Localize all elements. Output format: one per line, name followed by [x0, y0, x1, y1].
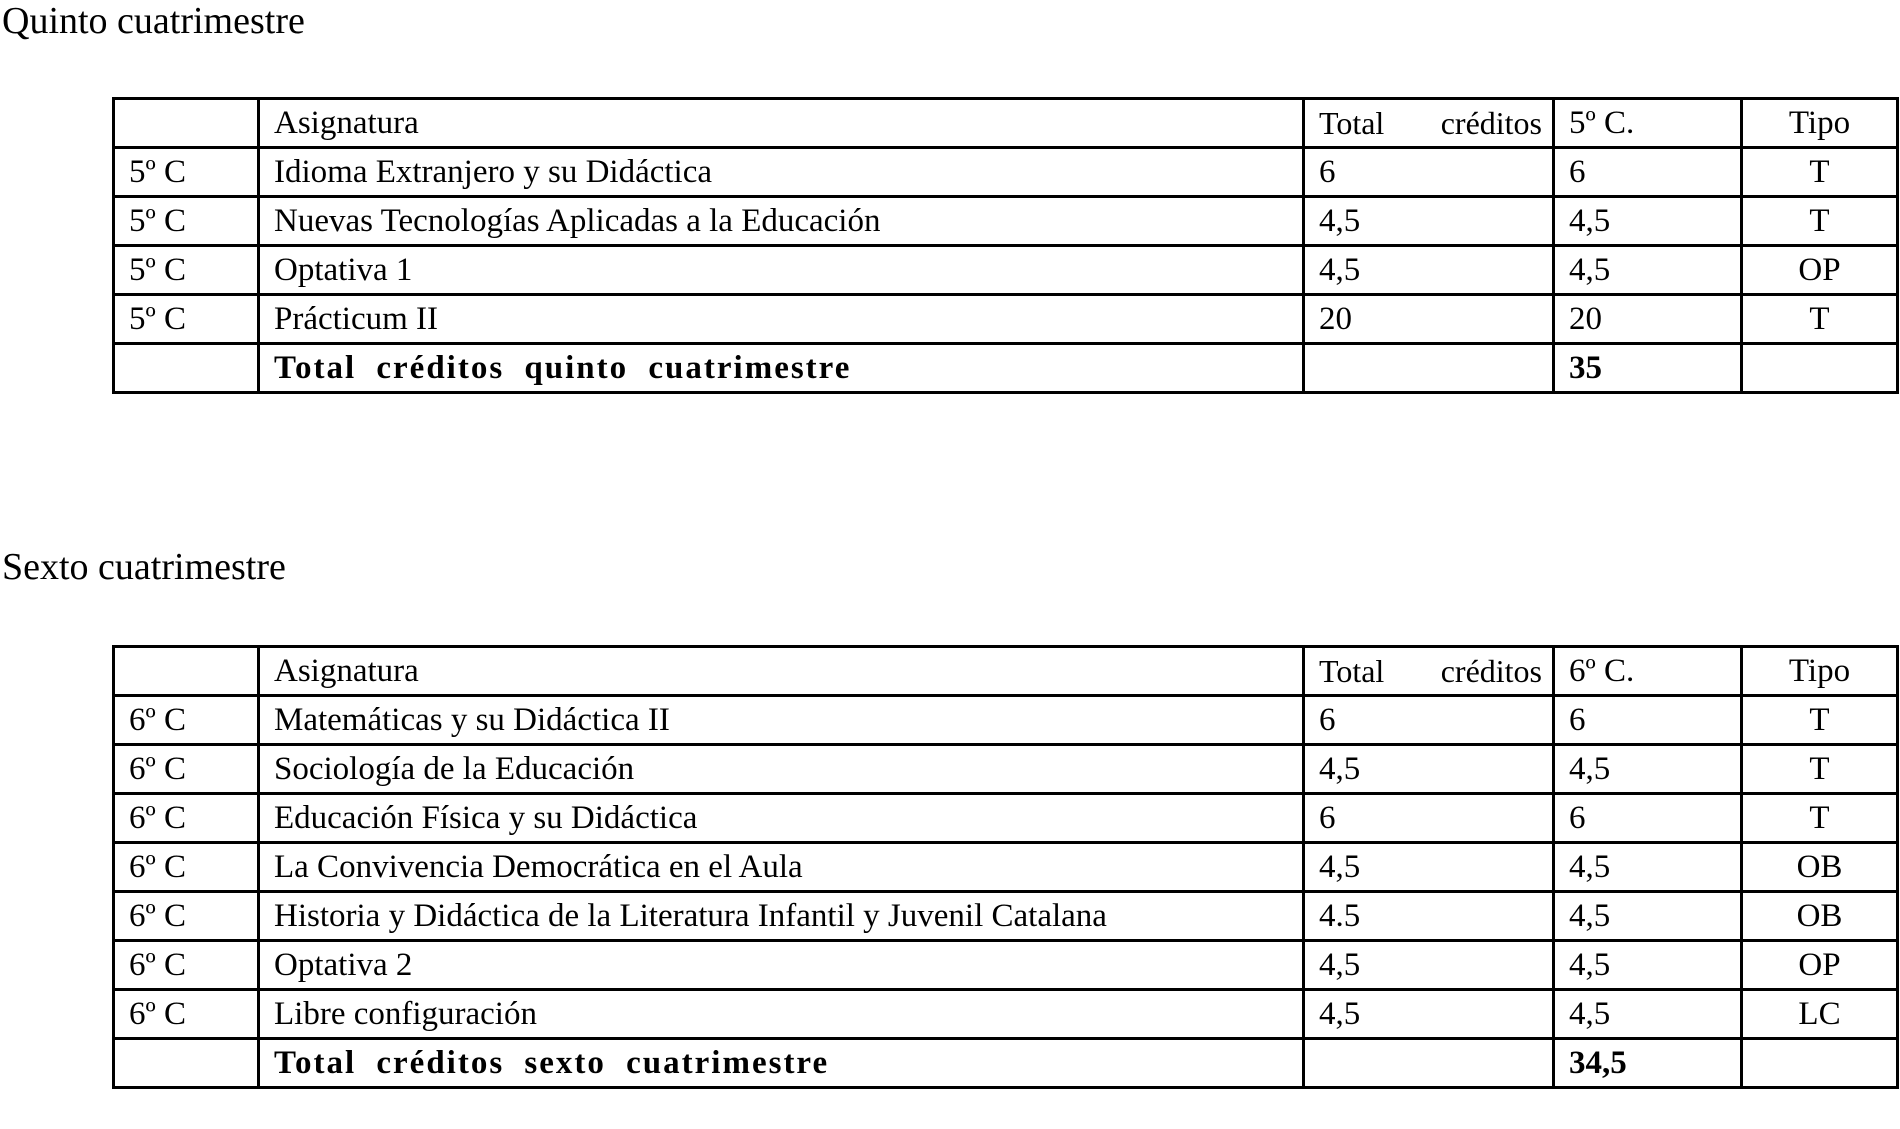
row-code: 5º C: [114, 246, 259, 295]
row-total-credits: 4,5: [1304, 745, 1554, 794]
row-subject: Idioma Extranjero y su Didáctica: [259, 148, 1304, 197]
header-code: [114, 647, 259, 696]
header-total-credits: Total créditos: [1304, 647, 1554, 696]
row-total-credits: 6: [1304, 794, 1554, 843]
row-tipo: T: [1742, 295, 1898, 344]
row-code: 5º C: [114, 295, 259, 344]
row-code: 6º C: [114, 892, 259, 941]
row-semester-credits: 6: [1554, 696, 1742, 745]
table-row: [114, 696, 1898, 745]
row-semester-credits: 20: [1554, 295, 1742, 344]
row-tipo: LC: [1742, 990, 1898, 1039]
section-heading-quinto: Quinto cuatrimestre: [2, 0, 305, 42]
row-total-credits: 4,5: [1304, 197, 1554, 246]
total-row-total-credits: [1304, 344, 1554, 393]
row-semester-credits: 6: [1554, 148, 1742, 197]
row-semester-credits: 4,5: [1554, 246, 1742, 295]
total-row-total-credits: [1304, 1039, 1554, 1088]
total-row-value: 34,5: [1554, 1039, 1742, 1088]
table-row: [114, 892, 1898, 941]
header-semester: 5º C.: [1554, 99, 1742, 148]
row-semester-credits: 4,5: [1554, 892, 1742, 941]
row-code: 6º C: [114, 794, 259, 843]
header-total-credits: Total créditos: [1304, 99, 1554, 148]
row-semester-credits: 4,5: [1554, 941, 1742, 990]
table-row: [114, 745, 1898, 794]
row-subject: Historia y Didáctica de la Literatura Infantil y Juvenil Catalana: [259, 892, 1304, 941]
total-row-value: 35: [1554, 344, 1742, 393]
row-code: 6º C: [114, 941, 259, 990]
table-row: [114, 990, 1898, 1039]
row-subject: Prácticum II: [259, 295, 1304, 344]
row-tipo: OB: [1742, 843, 1898, 892]
row-code: 5º C: [114, 148, 259, 197]
row-tipo: T: [1742, 696, 1898, 745]
row-semester-credits: 4,5: [1554, 990, 1742, 1039]
row-total-credits: 6: [1304, 696, 1554, 745]
table-row: [114, 246, 1898, 295]
row-subject: La Convivencia Democrática en el Aula: [259, 843, 1304, 892]
row-subject: Nuevas Tecnologías Aplicadas a la Educación: [259, 197, 1304, 246]
section-heading-sexto: Sexto cuatrimestre: [2, 546, 286, 588]
row-subject: Optativa 1: [259, 246, 1304, 295]
row-total-credits: 4,5: [1304, 941, 1554, 990]
total-row-code: [114, 344, 259, 393]
row-total-credits: 4.5: [1304, 892, 1554, 941]
header-subject: Asignatura: [259, 647, 1304, 696]
row-total-credits: 4,5: [1304, 843, 1554, 892]
header-subject: Asignatura: [259, 99, 1304, 148]
total-row-label: Total créditos sexto cuatrimestre: [259, 1039, 1304, 1088]
total-row: [114, 1039, 1898, 1088]
row-tipo: T: [1742, 148, 1898, 197]
row-total-credits: 4,5: [1304, 990, 1554, 1039]
row-total-credits: 6: [1304, 148, 1554, 197]
table-row: [114, 148, 1898, 197]
row-semester-credits: 4,5: [1554, 745, 1742, 794]
table-row: [114, 295, 1898, 344]
row-semester-credits: 4,5: [1554, 197, 1742, 246]
row-code: 6º C: [114, 745, 259, 794]
table-header-row: [114, 647, 1898, 696]
row-code: 6º C: [114, 696, 259, 745]
header-semester: 6º C.: [1554, 647, 1742, 696]
header-code: [114, 99, 259, 148]
row-code: 6º C: [114, 990, 259, 1039]
total-row: [114, 344, 1898, 393]
row-tipo: OP: [1742, 246, 1898, 295]
table-row: [114, 794, 1898, 843]
credits-table-sexto: [112, 645, 1899, 1089]
row-tipo: T: [1742, 794, 1898, 843]
total-row-code: [114, 1039, 259, 1088]
row-semester-credits: 4,5: [1554, 843, 1742, 892]
row-subject: Educación Física y su Didáctica: [259, 794, 1304, 843]
total-row-tipo: [1742, 344, 1898, 393]
table-row: [114, 843, 1898, 892]
credits-table-quinto: [112, 97, 1899, 394]
row-subject: Optativa 2: [259, 941, 1304, 990]
row-tipo: OB: [1742, 892, 1898, 941]
total-row-label: Total créditos quinto cuatrimestre: [259, 344, 1304, 393]
row-semester-credits: 6: [1554, 794, 1742, 843]
total-row-tipo: [1742, 1039, 1898, 1088]
row-total-credits: 20: [1304, 295, 1554, 344]
row-tipo: T: [1742, 745, 1898, 794]
row-subject: Matemáticas y su Didáctica II: [259, 696, 1304, 745]
row-subject: Sociología de la Educación: [259, 745, 1304, 794]
row-subject: Libre configuración: [259, 990, 1304, 1039]
header-tipo: Tipo: [1742, 99, 1898, 148]
header-tipo: Tipo: [1742, 647, 1898, 696]
table-row: [114, 941, 1898, 990]
row-code: 5º C: [114, 197, 259, 246]
table-row: [114, 197, 1898, 246]
row-tipo: OP: [1742, 941, 1898, 990]
row-tipo: T: [1742, 197, 1898, 246]
table-header-row: [114, 99, 1898, 148]
row-total-credits: 4,5: [1304, 246, 1554, 295]
row-code: 6º C: [114, 843, 259, 892]
